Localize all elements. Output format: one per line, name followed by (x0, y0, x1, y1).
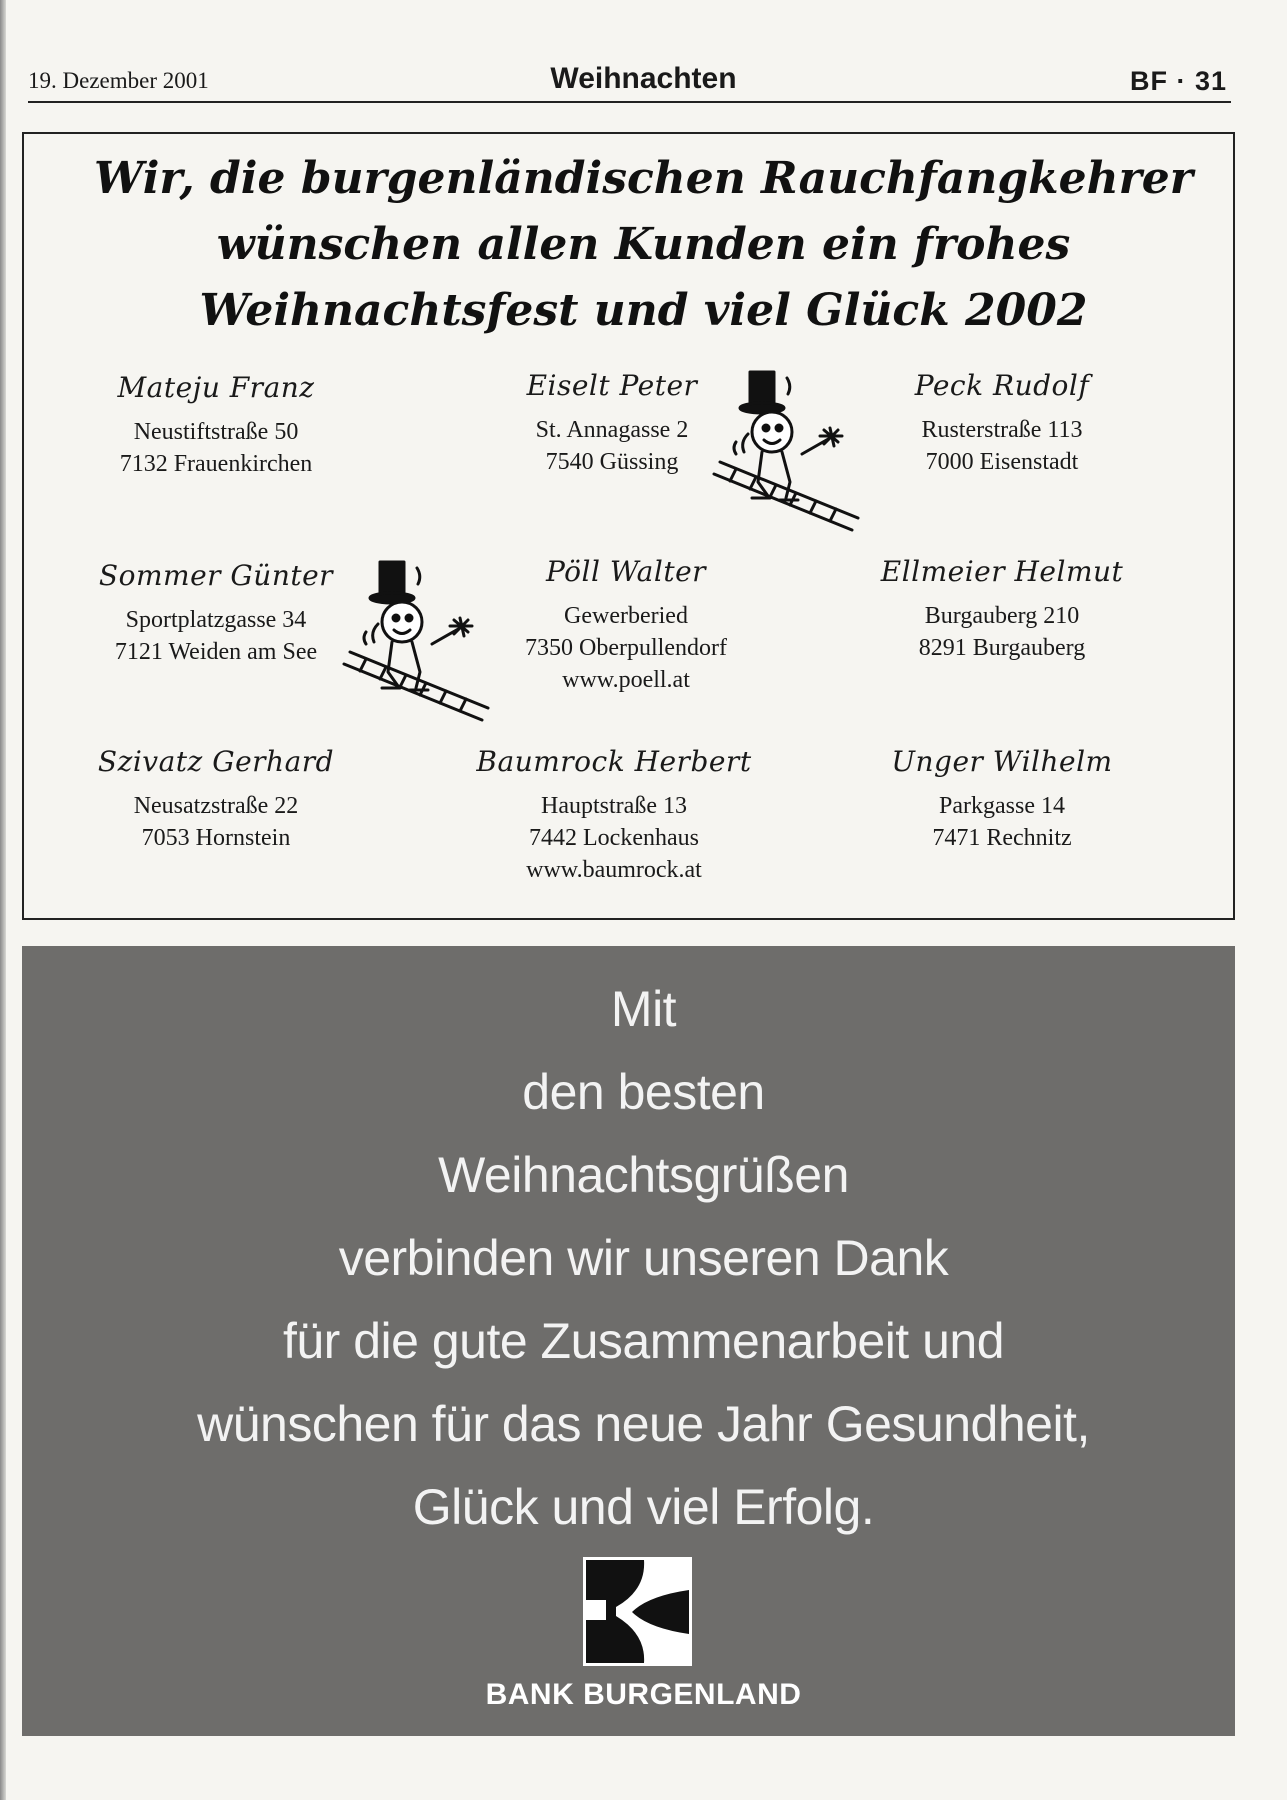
sweep-entry (466, 554, 786, 696)
sweep-website: www.baumrock.at (526, 857, 702, 883)
sweep-name: Eiselt Peter (526, 369, 698, 402)
sweep-address-line: Gewerberied (564, 603, 688, 629)
bank-name: BANK BURGENLAND (485, 1678, 802, 1711)
bank-logo (583, 1557, 692, 1666)
header-rule (28, 101, 1231, 103)
greeting-line: wünschen für das neue Jahr Gesundheit, (197, 1396, 1090, 1452)
greeting-line: Mit (610, 981, 677, 1037)
sweep-address-line: 7540 Güssing (545, 449, 679, 475)
sweep-entry (454, 744, 774, 886)
sweep-address-line: 7442 Lockenhaus (529, 825, 699, 851)
sweep-address-line: Rusterstraße 113 (921, 417, 1083, 443)
header-date: 19. Dezember 2001 (28, 68, 209, 93)
sweep-name: Sommer Günter (98, 559, 334, 592)
sweep-entry (56, 558, 376, 668)
sweep-entry (56, 744, 376, 854)
sweep-address-line: St. Annagasse 2 (535, 417, 689, 443)
headline-line: Wir, die burgenländischen Rauchfangkehrer (94, 153, 1193, 204)
sweep-entry (842, 554, 1162, 664)
sweep-name: Pöll Walter (545, 555, 707, 588)
sweep-entry (842, 368, 1162, 478)
greeting-line: für die gute Zusammenarbeit und (282, 1313, 1005, 1369)
sweep-address-line: 7121 Weiden am See (114, 639, 318, 665)
sweep-address-line: Parkgasse 14 (939, 793, 1065, 819)
sweep-address-line: 7053 Hornstein (141, 825, 291, 851)
sweep-address-line: 7132 Frauenkirchen (119, 451, 313, 477)
sweep-name: Mateju Franz (117, 371, 315, 404)
sweep-address-line: 7350 Oberpullendorf (525, 635, 727, 661)
greeting-line: Glück und viel Erfolg. (412, 1479, 875, 1535)
sweep-entry (56, 370, 376, 480)
sweep-address-line: Burgauberg 210 (924, 603, 1080, 629)
greeting-line: den besten (522, 1064, 765, 1120)
sweep-name: Baumrock Herbert (476, 745, 752, 778)
sweep-name: Peck Rudolf (914, 369, 1090, 402)
ad-headline (0, 146, 1287, 344)
bank-logo-mark (586, 1560, 689, 1663)
sweep-website: www.poell.at (562, 667, 690, 693)
sweep-address-line: 7471 Rechnitz (932, 825, 1072, 851)
headline-line: Weihnachtsfest und viel Glück 2002 (199, 285, 1088, 336)
headline-line: wünschen allen Kunden ein frohes (216, 219, 1071, 270)
sweep-address-line: Neustiftstraße 50 (133, 419, 299, 445)
sweep-address-line: Sportplatzgasse 34 (125, 607, 307, 633)
chimney-sweep-illustration (710, 370, 880, 540)
sweep-name: Ellmeier Helmut (880, 555, 1124, 588)
sweep-address-line: 7000 Eisenstadt (925, 449, 1079, 475)
sweep-name: Szivatz Gerhard (97, 745, 335, 778)
sweep-name: Unger Wilhelm (891, 745, 1113, 778)
greeting-line: Weihnachtsgrüßen (438, 1147, 849, 1203)
chimney-sweep-illustration (340, 560, 510, 730)
sweep-address-line: 8291 Burgauberg (918, 635, 1086, 661)
sweep-address-line: Hauptstraße 13 (541, 793, 687, 819)
sweep-entry (842, 744, 1162, 854)
header-page-number: BF · 31 (1129, 66, 1227, 96)
sweep-address-line: Neusatzstraße 22 (133, 793, 299, 819)
bank-greeting (0, 968, 1287, 1549)
header-section-title: Weihnachten (550, 62, 737, 95)
greeting-line: verbinden wir unseren Dank (338, 1230, 949, 1286)
